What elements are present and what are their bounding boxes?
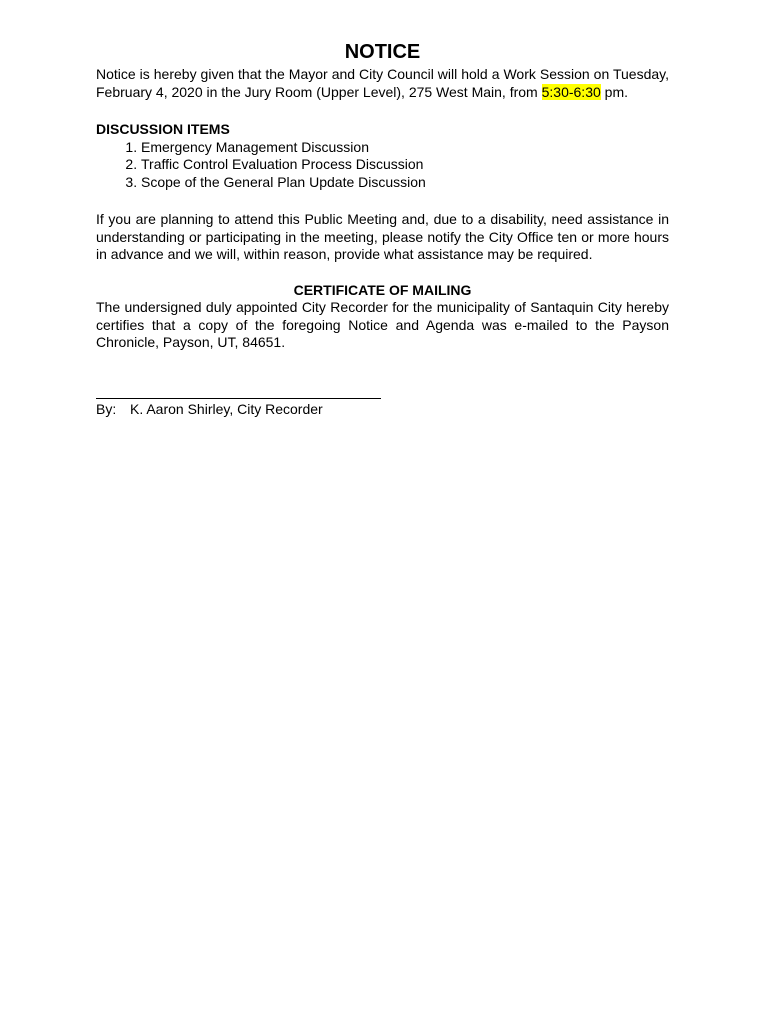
signature-block	[96, 401, 669, 419]
meeting-time-suffix: pm.	[600, 83, 629, 100]
certificate-heading: CERTIFICATE OF MAILING	[293, 281, 472, 298]
discussion-items-heading: DISCUSSION ITEMS	[96, 121, 230, 137]
signature-by-label: By:	[96, 400, 117, 417]
notice-intro-paragraph	[96, 66, 669, 101]
notice-intro-text: Notice is hereby given that the Mayor and City Council will hold a Work Session on Tuesday, February 4, 2020 in the Jury Room (Upper Level), 275 West Main, from	[96, 66, 669, 100]
discussion-item: 2. Traffic Control Evaluation Process Discussion	[141, 156, 669, 174]
disability-notice-paragraph: If you are planning to attend this Public Meeting and, due to a disability, need assistance in understanding or participating in the meeting, please notify the City Office ten or more hours in advance and we will, within reason, provide what assistance may be required.	[96, 211, 669, 262]
discussion-item: 3. Scope of the General Plan Update Discussion	[141, 174, 669, 192]
signature-line	[96, 388, 381, 399]
meeting-time-highlight: 5:30-6:30	[541, 83, 601, 100]
discussion-item: 1. Emergency Management Discussion	[141, 139, 669, 157]
page-title: NOTICE	[344, 41, 421, 63]
discussion-items-list	[96, 139, 669, 192]
certificate-paragraph: The undersigned duly appointed City Recorder for the municipality of Santaquin City hereby certifies that a copy of the foregoing Notice and Agenda was e-mailed to the Payson Chronicle, Payson, UT, 84651.	[96, 299, 669, 350]
notice-document	[96, 40, 669, 418]
signature-name: K. Aaron Shirley, City Recorder	[130, 400, 323, 417]
